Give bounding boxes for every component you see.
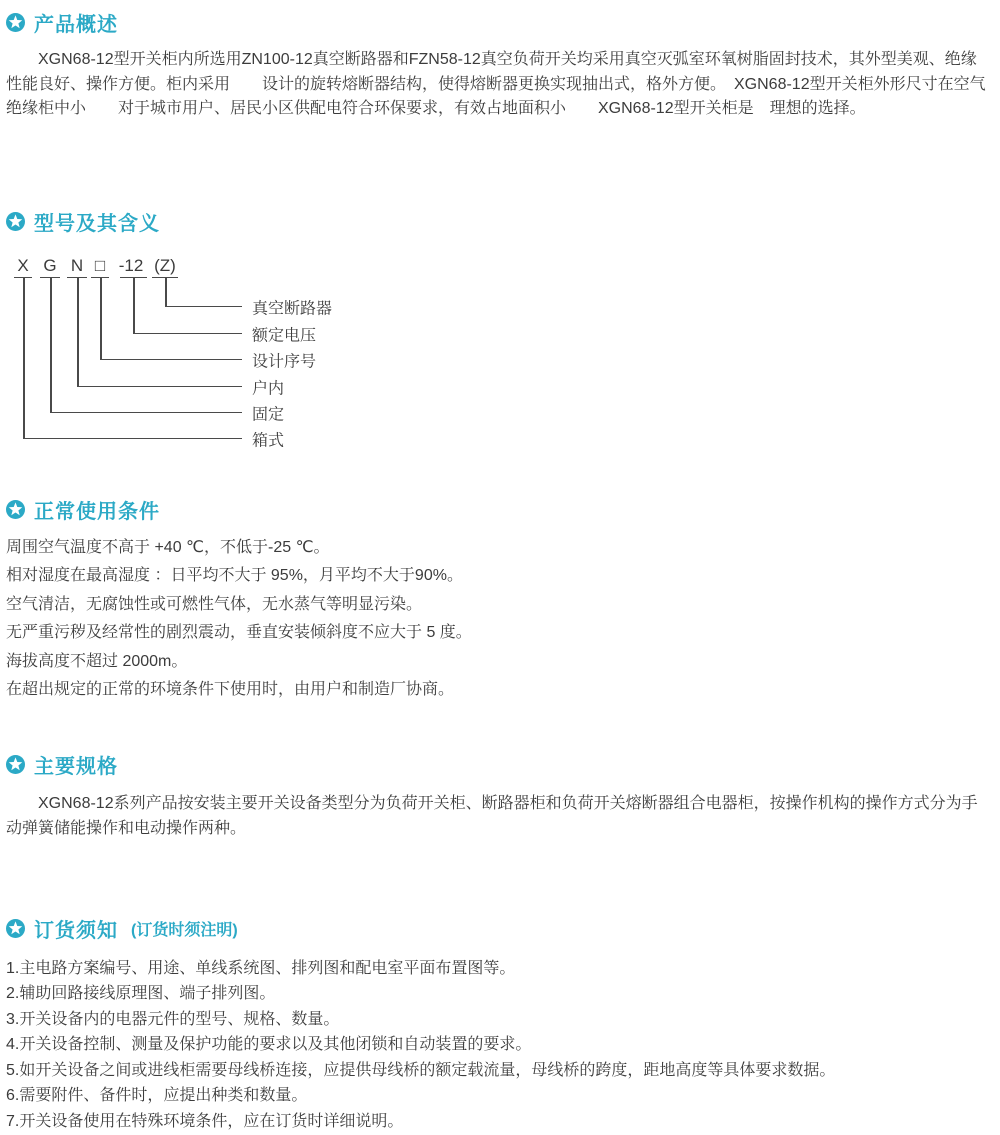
ordering-item: 4.开关设备控制、测量及保护功能的要求以及其他闭锁和自动装置的要求。: [6, 1036, 532, 1054]
conditions-list: [6, 534, 992, 705]
ordering-item: 3.开关设备内的电器元件的型号、规格、数量。: [6, 1010, 340, 1028]
branch-line: [100, 278, 102, 359]
condition-item: 无严重污秽及经常性的剧烈震动，垂直安装倾斜度不应大于 5 度。: [6, 624, 472, 641]
branch-line: [77, 278, 79, 386]
leader-line: [23, 438, 242, 440]
branch-line: [165, 278, 167, 306]
leader-line: [77, 386, 242, 388]
condition-item: 海拔高度不超过 2000m。: [6, 652, 188, 670]
section-conditions: [6, 498, 992, 705]
condition-item: 相对湿度在最高湿度 ：日平均不大于 95%，月平均不大于90%。: [6, 567, 463, 584]
conditions-title: 正常使用条件: [34, 501, 160, 523]
condition-item: 空气清洁，无腐蚀性或可燃性气体，无水蒸气等明显污染。: [6, 595, 423, 613]
ordering-item: 6.需要附件、备件时，应提出种类和数量。: [6, 1087, 308, 1105]
model-part-g: G: [43, 255, 57, 275]
leader-line: [133, 333, 242, 335]
leader-line: [50, 412, 242, 414]
branch-line: [133, 278, 135, 333]
leader-line: [165, 306, 242, 308]
branch-line: [23, 278, 25, 438]
section-overview: [6, 10, 992, 122]
overview-heading: [6, 10, 992, 34]
model-part-12: -12: [118, 255, 144, 275]
section-ordering: [6, 917, 992, 1135]
ordering-item: 5.如开关设备之间或进线柜需要母线桥连接，应提供母线桥的额定载流量，母线桥的跨度，距地高度等具体要求数据。: [6, 1061, 836, 1079]
model-label-box-type: 箱式: [252, 432, 285, 449]
ordering-item: 7.开关设备使用在特殊环境条件，应在订货时详细说明。: [6, 1113, 404, 1131]
model-designation-diagram: [14, 256, 992, 448]
specs-title: 主要规格: [34, 756, 118, 778]
star-badge-icon: [6, 755, 25, 774]
condition-item: 周围空气温度不高于 +40 ℃，不低于-25 ℃。: [6, 538, 330, 556]
model-part-n: N: [70, 255, 84, 275]
model-part-x: X: [17, 255, 29, 275]
model-heading: [6, 210, 992, 234]
conditions-heading: [6, 498, 992, 522]
specs-heading: [6, 753, 992, 777]
star-badge-icon: [6, 500, 25, 519]
ordering-heading: [6, 917, 992, 941]
model-label-rated-voltage: 额定电压: [252, 327, 317, 344]
specs-paragraph: XGN68-12系列产品按安装主要开关设备类型分为负荷开关柜、断路器柜和负荷开关熔断器组合电器柜，按操作机构的操作方式分为手动弹簧储能操作和电动操作两种。: [6, 794, 978, 837]
star-badge-icon: [6, 13, 25, 32]
section-model: [6, 210, 992, 448]
overview-paragraph: XGN68-12型开关柜内所选用ZN100-12真空断路器和FZN58-12真空负荷开关均采用真空灭弧室环氧树脂固封技术，其外型美观、绝缘性能良好、操作方便。柜内采用 设计的旋转熔断器结构，使得熔断器更换实现抽出式，格外方便。 XGN68-12型开关柜外形尺寸在空气绝缘柜中小 对于城市用户、居民小区供配电符合环保要求，有效占地面积小 XGN68-12型开关柜是 理想的选择。: [6, 51, 986, 117]
model-label-design-serial: 设计序号: [252, 353, 317, 370]
model-part-box: □: [94, 255, 106, 275]
ordering-title: 订货须知: [34, 920, 118, 942]
star-badge-icon: [6, 919, 25, 938]
model-part-z: (Z): [154, 255, 176, 275]
section-specs: [6, 753, 992, 841]
star-badge-icon: [6, 212, 25, 231]
branch-line: [50, 278, 52, 412]
model-label-fixed: 固定: [252, 406, 285, 423]
overview-title: 产品概述: [34, 13, 118, 36]
ordering-item: 2.辅助回路接线原理图、端子排列图。: [6, 985, 276, 1003]
leader-line: [100, 359, 242, 361]
ordering-item: 1.主电路方案编号、用途、单线系统图、排列图和配电室平面布置图等。: [6, 959, 516, 977]
ordering-subtitle: (订货时须注明): [131, 922, 238, 939]
condition-item: 在超出规定的正常的环境条件下使用时，由用户和制造厂协商。: [6, 681, 455, 698]
model-label-vacuum-breaker: 真空断路器: [252, 300, 333, 317]
model-label-indoor: 户内: [252, 380, 285, 397]
ordering-list: [6, 956, 992, 1135]
model-title: 型号及其含义: [34, 213, 160, 235]
